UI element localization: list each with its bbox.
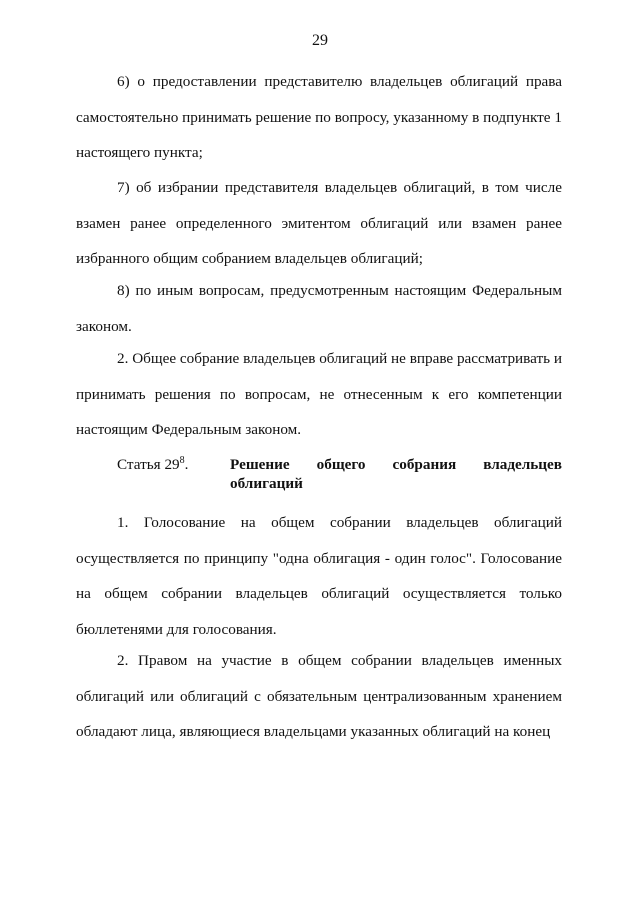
paragraph-item-8: 8) по иным вопросам, предусмотренным настоящим Федеральным законом. [76, 282, 562, 335]
article-label [117, 455, 188, 474]
article-number: Статья 29 [117, 456, 180, 473]
paragraph-point-2: 2. Общее собрание владельцев облигаций не вправе рассматривать и принимать решения по вопросам, не отнесенным к его компетенции настоящим Федеральным законом. [76, 350, 562, 438]
article-title [230, 455, 562, 493]
page-number: 29 [312, 32, 328, 49]
article-paragraph-1: 1. Голосование на общем собрании владельцев облигаций осуществляется по принципу "одна облигация - один голос". Голосование на общем собрании владельцев облигаций осуществляется только бюллетенями для голосования. [76, 514, 562, 638]
paragraph-item-7: 7) об избрании представителя владельцев облигаций, в том числе взамен ранее определенного эмитентом облигаций или взамен ранее избранного общим собранием владельцев облигаций; [76, 179, 562, 267]
article-title-line-2: облигаций [230, 475, 303, 492]
article-title-line-1: Решение общего собрания владельцев [230, 456, 562, 473]
article-label-suffix: . [184, 456, 189, 473]
article-superscript: 8 [179, 455, 185, 466]
article-paragraph-2: 2. Правом на участие в общем собрании владельцев именных облигаций или облигаций с обязательным централизованным хранением обладают лица, являющиеся владельцами указанных облигаций на конец [76, 652, 562, 740]
paragraph-item-6: 6) о предоставлении представителю владельцев облигаций права самостоятельно принимать решение по вопросу, указанному в подпункте 1 настоящего пункта; [76, 73, 562, 161]
